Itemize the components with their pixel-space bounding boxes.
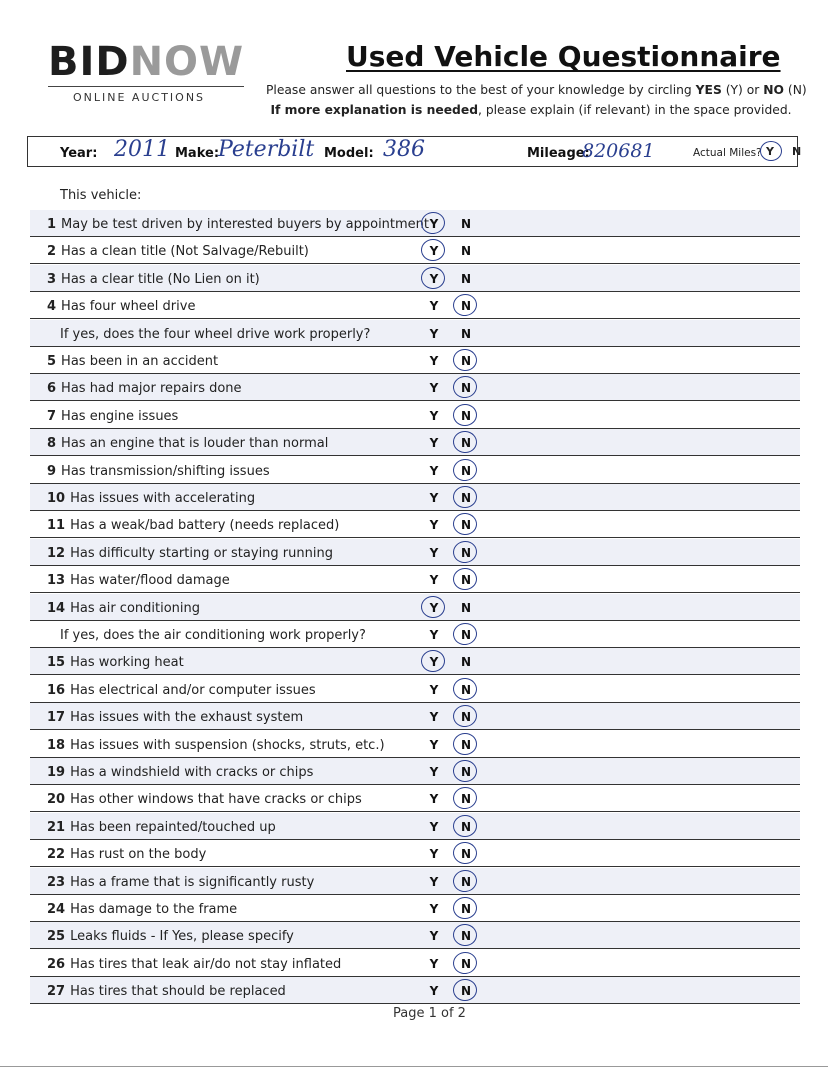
question-text bbox=[47, 738, 385, 753]
question-text bbox=[47, 820, 276, 835]
bidnow-logo bbox=[48, 40, 248, 104]
question-label: Has issues with the exhaust system bbox=[70, 710, 304, 726]
option-yes[interactable]: Y bbox=[429, 326, 439, 341]
question-row bbox=[30, 539, 800, 566]
question-number: 13 bbox=[47, 573, 66, 589]
question-row bbox=[30, 758, 800, 785]
question-text bbox=[47, 601, 200, 616]
question-number: 20 bbox=[47, 792, 66, 808]
instructions bbox=[266, 80, 807, 120]
instr-text: (Y) or bbox=[721, 83, 764, 97]
question-label: Has transmission/shifting issues bbox=[61, 463, 270, 479]
question-text bbox=[47, 409, 178, 424]
question-number: 17 bbox=[47, 710, 66, 726]
logo-wordmark bbox=[48, 40, 248, 84]
question-row bbox=[30, 813, 800, 840]
option-no[interactable]: N bbox=[460, 765, 472, 779]
option-no[interactable]: N bbox=[460, 299, 472, 314]
question-label: Has been in an accident bbox=[61, 354, 219, 369]
option-yes[interactable]: Y bbox=[429, 463, 439, 478]
question-label: May be test driven by interested buyers by appointment bbox=[61, 217, 430, 232]
question-number: 14 bbox=[47, 600, 66, 616]
page-number: Page 1 of 2 bbox=[393, 1006, 466, 1021]
question-row bbox=[30, 237, 800, 264]
question-number: 2 bbox=[47, 244, 57, 260]
question-label: Has a weak/bad battery (needs replaced) bbox=[70, 518, 340, 534]
instr-text: (N) bbox=[784, 83, 807, 97]
option-yes[interactable]: Y bbox=[429, 874, 439, 889]
make-label: Make: bbox=[175, 146, 220, 161]
question-label: Has air conditioning bbox=[70, 600, 201, 616]
question-label: Has a clean title (Not Salvage/Rebuilt) bbox=[61, 244, 309, 260]
question-text bbox=[47, 381, 242, 396]
option-no[interactable]: N bbox=[460, 217, 472, 231]
question-text bbox=[47, 847, 206, 862]
question-label: Has a windshield with cracks or chips bbox=[70, 765, 314, 780]
option-yes[interactable]: Y bbox=[429, 244, 439, 259]
instr-text: Please answer all questions to the best of your knowledge by circling bbox=[266, 83, 696, 97]
question-row bbox=[30, 265, 800, 292]
question-label: Has difficulty starting or staying running bbox=[70, 545, 333, 561]
question-row bbox=[30, 703, 800, 730]
option-no[interactable]: N bbox=[460, 956, 472, 971]
question-row bbox=[30, 457, 800, 484]
option-yes[interactable]: Y bbox=[429, 737, 439, 752]
question-text bbox=[47, 765, 313, 780]
question-text bbox=[60, 327, 370, 342]
option-yes[interactable]: Y bbox=[429, 792, 439, 807]
question-number: 22 bbox=[47, 847, 66, 863]
question-label: Has had major repairs done bbox=[61, 381, 242, 397]
question-row bbox=[30, 840, 800, 867]
question-row bbox=[30, 676, 800, 703]
option-yes[interactable]: Y bbox=[429, 902, 439, 916]
question-row bbox=[30, 566, 800, 593]
option-no[interactable]: N bbox=[460, 655, 472, 670]
question-number: 21 bbox=[47, 819, 66, 835]
make-value[interactable]: Peterbilt bbox=[218, 137, 315, 162]
option-yes[interactable]: Y bbox=[429, 819, 439, 834]
option-no[interactable]: N bbox=[460, 847, 472, 862]
question-label: Has electrical and/or computer issues bbox=[70, 682, 316, 698]
question-row bbox=[30, 402, 800, 429]
question-number: 23 bbox=[47, 874, 66, 890]
option-no[interactable]: N bbox=[460, 354, 472, 368]
instr-yes: YES bbox=[695, 83, 722, 97]
option-yes[interactable]: Y bbox=[429, 628, 439, 642]
question-label: Has a clear title (No Lien on it) bbox=[61, 271, 260, 287]
question-number: 9 bbox=[47, 463, 57, 479]
question-text bbox=[47, 573, 230, 588]
question-number: 16 bbox=[47, 682, 66, 698]
question-text bbox=[47, 984, 286, 999]
logo-subtitle: ONLINE AUCTIONS bbox=[73, 91, 206, 104]
option-yes[interactable]: Y bbox=[429, 299, 439, 314]
question-number: 25 bbox=[47, 929, 66, 945]
question-label: Has tires that leak air/do not stay inflated bbox=[70, 956, 342, 972]
instr-no: NO bbox=[763, 83, 784, 97]
question-text bbox=[47, 875, 314, 890]
question-row bbox=[30, 785, 800, 812]
instr-bold: If more explanation is needed bbox=[270, 103, 479, 117]
question-row bbox=[30, 868, 800, 895]
option-no[interactable]: N bbox=[460, 491, 472, 505]
actual-miles-label: Actual Miles? bbox=[693, 147, 762, 159]
question-number: 1 bbox=[47, 217, 57, 232]
option-no[interactable]: N bbox=[460, 381, 472, 396]
instr-text: , please explain (if relevant) in the space provided. bbox=[478, 103, 792, 117]
question-number: 6 bbox=[47, 381, 57, 397]
question-text bbox=[60, 628, 366, 643]
question-row bbox=[30, 895, 800, 922]
option-no[interactable]: N bbox=[460, 545, 472, 560]
question-row bbox=[30, 320, 800, 347]
option-no[interactable]: N bbox=[460, 600, 472, 615]
question-row bbox=[30, 292, 800, 319]
question-text bbox=[47, 354, 218, 369]
option-yes[interactable]: Y bbox=[429, 271, 439, 286]
question-label: Has water/flood damage bbox=[70, 573, 230, 589]
question-text bbox=[47, 957, 341, 972]
question-text bbox=[47, 217, 429, 232]
option-yes[interactable]: Y bbox=[429, 600, 439, 615]
option-no[interactable]: N bbox=[460, 408, 472, 423]
question-row bbox=[30, 374, 800, 401]
question-label: Has four wheel drive bbox=[61, 299, 196, 315]
question-number: 26 bbox=[47, 956, 66, 972]
question-number: 7 bbox=[47, 408, 57, 424]
option-yes[interactable]: Y bbox=[429, 847, 439, 862]
question-label: Has rust on the body bbox=[70, 847, 207, 863]
question-row bbox=[30, 429, 800, 456]
question-text bbox=[47, 518, 339, 533]
option-yes[interactable]: Y bbox=[429, 573, 439, 588]
question-label: If yes, does the air conditioning work properly? bbox=[60, 628, 366, 643]
option-yes[interactable]: Y bbox=[429, 765, 439, 779]
question-text bbox=[47, 655, 184, 670]
instructions-line-2 bbox=[266, 100, 796, 120]
question-label: If yes, does the four wheel drive work properly? bbox=[60, 326, 371, 342]
question-row bbox=[30, 594, 800, 621]
question-number: 10 bbox=[47, 491, 66, 506]
question-number: 18 bbox=[47, 737, 66, 753]
question-row bbox=[30, 922, 800, 949]
question-label: Has a frame that is significantly rusty bbox=[70, 874, 315, 890]
question-row bbox=[30, 731, 800, 758]
option-no[interactable]: N bbox=[460, 628, 472, 642]
option-yes[interactable]: Y bbox=[429, 984, 439, 999]
question-label: Has been repainted/touched up bbox=[70, 819, 276, 835]
question-number: 5 bbox=[47, 354, 57, 369]
question-number: 4 bbox=[47, 299, 57, 315]
option-no[interactable]: N bbox=[460, 984, 472, 999]
question-number: 27 bbox=[47, 984, 66, 1000]
question-number: 19 bbox=[47, 765, 66, 780]
option-no[interactable]: N bbox=[460, 573, 472, 588]
actual-miles-no[interactable]: N bbox=[792, 145, 802, 158]
question-text bbox=[47, 929, 294, 944]
year-label: Year: bbox=[60, 146, 98, 161]
option-no[interactable]: N bbox=[460, 326, 472, 341]
option-yes[interactable]: Y bbox=[429, 518, 439, 533]
question-label: Has tires that should be replaced bbox=[70, 984, 286, 1000]
question-number: 8 bbox=[47, 436, 57, 452]
question-label: Has issues with accelerating bbox=[70, 491, 256, 506]
question-text bbox=[47, 464, 270, 479]
question-text bbox=[47, 299, 195, 314]
question-row bbox=[30, 977, 800, 1004]
question-row bbox=[30, 511, 800, 538]
question-row bbox=[30, 648, 800, 675]
option-yes[interactable]: Y bbox=[429, 408, 439, 423]
model-value[interactable]: 386 bbox=[383, 137, 425, 162]
question-label: Has working heat bbox=[70, 655, 184, 671]
option-yes[interactable]: Y bbox=[429, 381, 439, 396]
question-row bbox=[30, 950, 800, 977]
question-text bbox=[47, 436, 328, 451]
option-no[interactable]: N bbox=[460, 792, 472, 807]
option-no[interactable]: N bbox=[460, 929, 472, 944]
option-yes[interactable]: Y bbox=[429, 436, 439, 451]
question-number: 12 bbox=[47, 545, 66, 561]
instructions-line-1 bbox=[266, 80, 807, 100]
vehicle-info-box bbox=[27, 136, 802, 167]
question-label: Has other windows that have cracks or chips bbox=[70, 792, 362, 808]
model-label: Model: bbox=[324, 146, 374, 161]
question-text bbox=[47, 902, 237, 917]
question-text bbox=[47, 546, 333, 561]
option-no[interactable]: N bbox=[460, 902, 472, 916]
question-row bbox=[30, 347, 800, 374]
question-label: Has an engine that is louder than normal bbox=[61, 436, 329, 452]
question-label: Has issues with suspension (shocks, struts, etc.) bbox=[70, 737, 385, 753]
option-no[interactable]: N bbox=[460, 244, 472, 259]
year-value[interactable]: 2011 bbox=[114, 137, 170, 162]
question-label: Has damage to the frame bbox=[70, 902, 238, 917]
question-text bbox=[47, 244, 309, 259]
mileage-label: Mileage: bbox=[527, 146, 590, 161]
question-row bbox=[30, 210, 800, 237]
option-yes[interactable]: Y bbox=[429, 354, 439, 368]
option-yes[interactable]: Y bbox=[429, 491, 439, 505]
option-no[interactable]: N bbox=[460, 682, 472, 697]
question-number: 24 bbox=[47, 902, 66, 917]
option-no[interactable]: N bbox=[460, 737, 472, 752]
option-yes[interactable]: Y bbox=[429, 545, 439, 560]
question-number: 15 bbox=[47, 655, 66, 671]
question-number: 11 bbox=[47, 518, 66, 534]
option-yes[interactable]: Y bbox=[429, 217, 439, 231]
logo-now: NOW bbox=[129, 39, 245, 85]
option-no[interactable]: N bbox=[460, 463, 472, 478]
mileage-value[interactable]: 820681 bbox=[582, 140, 655, 162]
page-title: Used Vehicle Questionnaire bbox=[346, 40, 781, 73]
option-no[interactable]: N bbox=[460, 271, 472, 286]
question-text bbox=[47, 792, 362, 807]
question-number: 3 bbox=[47, 271, 57, 287]
option-yes[interactable]: Y bbox=[429, 710, 439, 725]
option-no[interactable]: N bbox=[460, 436, 472, 451]
question-label: Leaks fluids - If Yes, please specify bbox=[70, 929, 294, 945]
logo-rule bbox=[48, 86, 244, 87]
question-text bbox=[47, 272, 260, 287]
option-no[interactable]: N bbox=[460, 710, 472, 725]
section-label: This vehicle: bbox=[60, 188, 142, 203]
question-text bbox=[47, 683, 316, 698]
option-yes[interactable]: Y bbox=[429, 655, 439, 670]
logo-bid: BID bbox=[48, 39, 130, 85]
question-text bbox=[47, 491, 255, 506]
question-label: Has engine issues bbox=[61, 408, 179, 424]
option-no[interactable]: N bbox=[460, 518, 472, 533]
question-row bbox=[30, 484, 800, 511]
actual-miles-yes[interactable]: Y bbox=[766, 145, 774, 158]
question-text bbox=[47, 710, 303, 725]
bottom-rule bbox=[0, 1066, 828, 1067]
option-no[interactable]: N bbox=[460, 819, 472, 834]
option-yes[interactable]: Y bbox=[429, 929, 439, 944]
option-no[interactable]: N bbox=[460, 874, 472, 889]
question-row bbox=[30, 621, 800, 648]
option-yes[interactable]: Y bbox=[429, 682, 439, 697]
option-yes[interactable]: Y bbox=[429, 956, 439, 971]
